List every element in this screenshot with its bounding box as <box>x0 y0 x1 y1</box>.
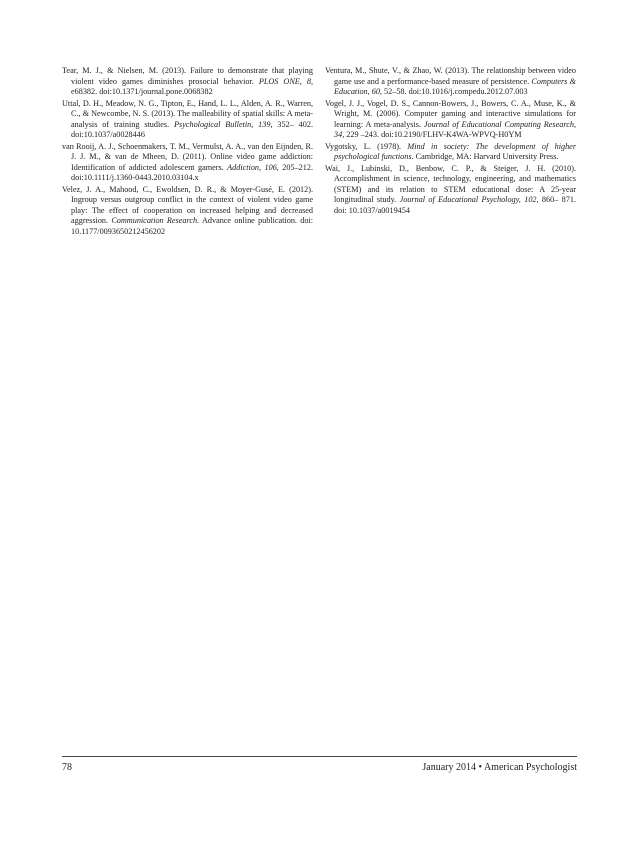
reference-entry: Wai, J., Lubinski, D., Benbow, C. P., & Steiger, J. H. (2010). Accomplishment in science, technology, engineering, and mathematics (STEM) and its relation to STEM educational dose: A 25-year longitudinal study. Journal of Educational Psychology, 102, 860– 871. doi: 10.1037/a0019454 <box>325 163 576 215</box>
reference-entry: Vogel, J. J., Vogel, D. S., Cannon-Bowers, J., Bowers, C. A., Muse, K., & Wright, M. (2006). Computer gaming and interactive simulations for learning: A meta-analysis. Journal of Educational Computing Research, 34, 229 –243. doi:10.2190/FLHV-K4WA-WPVQ-H0YM <box>325 98 576 139</box>
reference-entry: Uttal, D. H., Meadow, N. G., Tipton, E., Hand, L. L., Alden, A. R., Warren, C., & Newcombe, N. S. (2013). The malleability of spatial skills: A meta-analysis of training studies. Psychological Bulletin, 139, 352– 402. doi:10.1037/a0028446 <box>62 98 313 139</box>
footer-rule <box>62 756 577 757</box>
reference-entry: Vygotsky, L. (1978). Mind in society: The development of higher psychological functions. Cambridge, MA: Harvard University Press. <box>325 141 577 161</box>
page-number: 78 <box>62 762 72 773</box>
journal-footer: January 2014 • American Psychologist <box>422 762 577 773</box>
references-left-column <box>62 66 313 238</box>
references-right-column <box>325 66 576 217</box>
reference-entry: van Rooij, A. J., Schoenmakers, T. M., Vermulst, A. A., van den Eijnden, R. J. J. M., & van de Mheen, D. (2011). Online video game addiction: Identification of addicted adolescent gamers. Addiction, 106, 205–212. doi:10.1111/j.1360-0443.2010.03104.x <box>62 141 313 182</box>
reference-entry: Tear, M. J., & Nielsen, M. (2013). Failure to demonstrate that playing violent video games diminishes prosocial behavior. PLOS ONE, 8, e68382. doi:10.1371/journal.pone.0068382 <box>62 66 314 96</box>
reference-entry: Velez, J. A., Mahood, C., Ewoldsen, D. R., & Moyer-Gusé, E. (2012). Ingroup versus outgroup conflict in the context of violent video game play: The effect of cooperation on increased helping and decreased aggression. Communication Research. Advance online publication. doi: 10.1177/0093650212456202 <box>62 184 313 236</box>
reference-entry: Ventura, M., Shute, V., & Zhao, W. (2013). The relationship between video game use and a performance-based measure of persistence. Computers & Education, 60, 52–58. doi:10.1016/j.compedu.2012.07.003 <box>325 66 576 96</box>
